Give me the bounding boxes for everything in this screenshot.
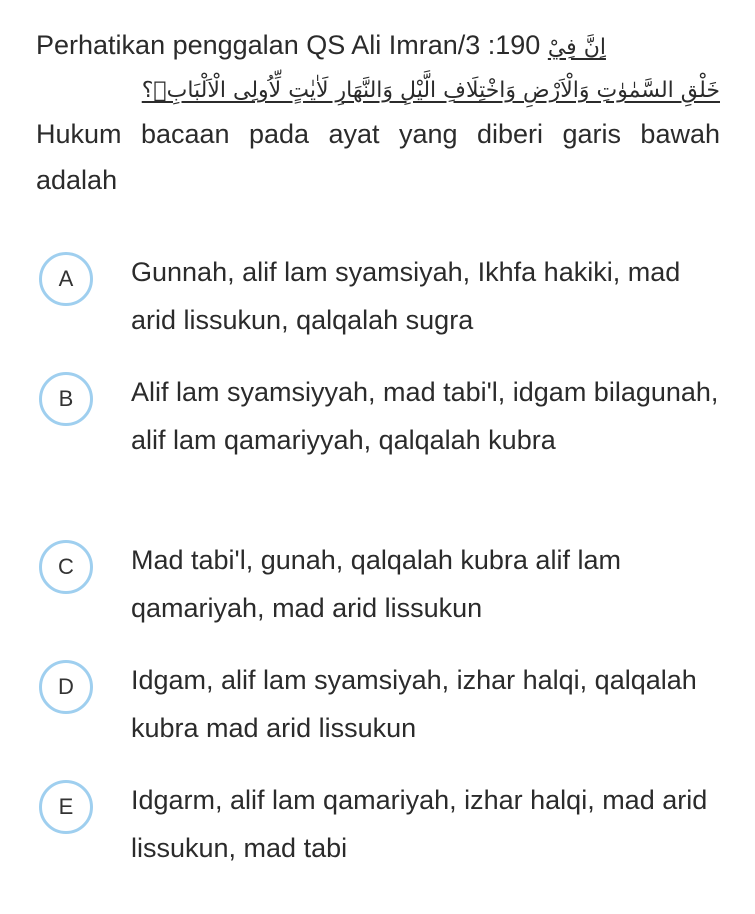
option-d-letter-circle[interactable]: D xyxy=(39,660,93,714)
option-e-text[interactable]: Idgarm, alif lam qamariyah, izhar halqi, mad arid lissukun, mad tabi xyxy=(131,785,708,863)
question-text: Hukum bacaan pada ayat yang diberi garis bawah adalah xyxy=(36,119,720,195)
question-arabic-start: اِنَّ فِيْ xyxy=(547,35,606,60)
option-b-text[interactable]: Alif lam syamsiyyah, mad tabi'l, idgam bilagunah, alif lam qamariyyah, qalqalah kubra xyxy=(131,377,719,455)
option-c[interactable] xyxy=(39,536,721,632)
question-first-line xyxy=(36,22,720,71)
option-c-text[interactable]: Mad tabi'l, gunah, qalqalah kubra alif lam qamariyah, mad arid lissukun xyxy=(131,545,621,623)
question-intro-text: Perhatikan penggalan QS Ali Imran/3 :190 xyxy=(36,30,541,60)
question-arabic-verse xyxy=(36,71,720,111)
option-b-letter-circle[interactable]: B xyxy=(39,372,93,426)
option-d-text[interactable]: Idgam, alif lam syamsiyah, izhar halqi, qalqalah kubra mad arid lissukun xyxy=(131,665,697,743)
option-e-letter-circle[interactable]: E xyxy=(39,780,93,834)
option-a[interactable] xyxy=(39,248,721,344)
option-a-text[interactable]: Gunnah, alif lam syamsiyah, Ikhfa hakiki, mad arid lissukun, qalqalah sugra xyxy=(131,257,681,335)
question-block xyxy=(36,22,720,203)
option-d[interactable] xyxy=(39,656,721,752)
option-e[interactable] xyxy=(39,776,721,872)
option-c-letter-circle[interactable]: C xyxy=(39,540,93,594)
arabic-verse-text: خَلْقِ السَّمٰوٰتِ وَالْاَرْضِ وَاخْتِلَافِ الَّيْلِ وَالنَّهَارِ لَاٰيٰتٍ لِّاُولِى الْاَلْبَابِۙ؟ xyxy=(141,78,720,103)
option-b[interactable] xyxy=(39,368,721,464)
option-a-letter-circle[interactable]: A xyxy=(39,252,93,306)
